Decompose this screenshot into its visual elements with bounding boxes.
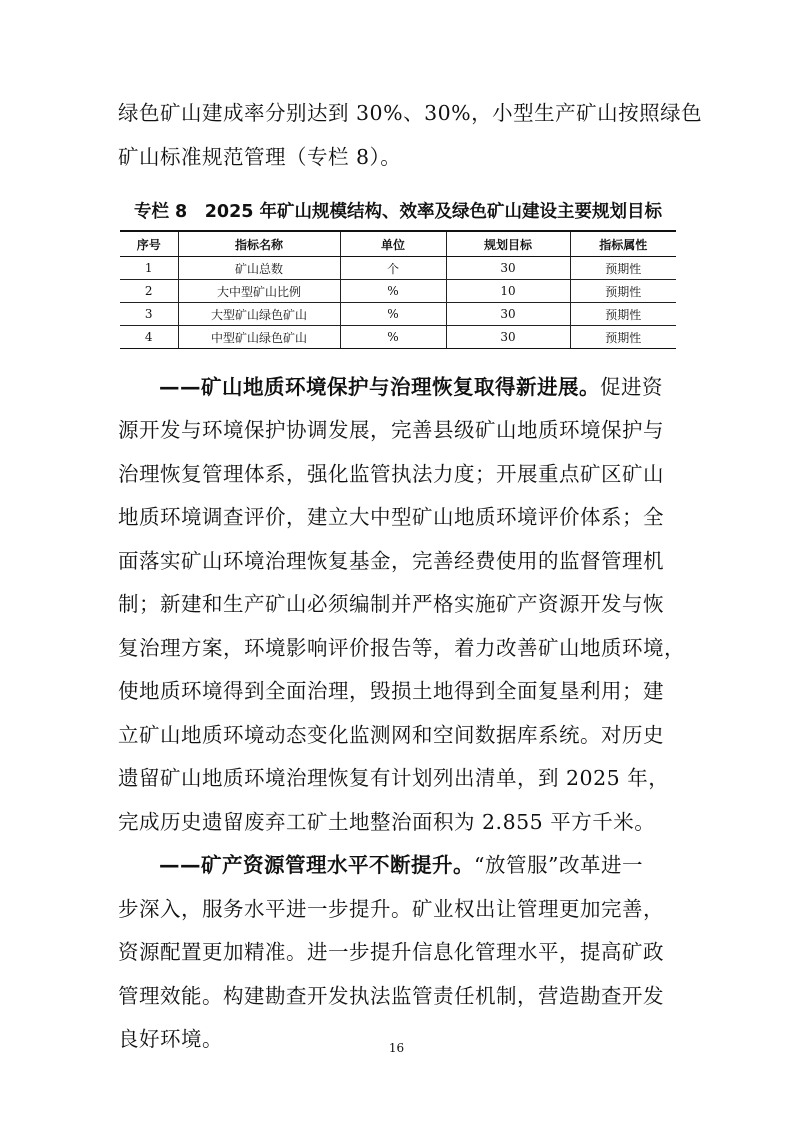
geo-line: 使地质环境得到全面治理，毁损土地得到全面复垦利用；建 [118,679,664,703]
table-cell: 大型矿山绿色矿山 [178,303,340,326]
geo-first-line-rest: 促进资 [600,375,663,399]
header-index: 序号 [120,231,178,257]
mgmt-line: 良好环境。 [118,1027,223,1051]
geo-para-first-line [159,373,679,401]
geo-line: 遗留矿山地质环境治理恢复有计划列出清单，到 2025 年， [118,766,670,790]
geo-line: 源开发与环境保护协调发展，完善县级矿山地质环境保护与 [118,418,664,442]
page-number: 16 [388,1041,405,1055]
mgmt-first-line-rest: “放管服”改革进一 [474,853,643,877]
geo-line: 复治理方案，环境影响评价报告等，着力改善矿山地质环境， [118,636,685,660]
geo-line: 地质环境调查评价，建立大中型矿山地质环境评价体系；全 [118,505,664,529]
table-caption: 专栏 8 2025 年矿山规模结构、效率及绿色矿山建设主要规划目标 [133,202,663,222]
table-cell: 10 [446,280,570,303]
intro-line-1: 绿色矿山建成率分别达到 30%、30%，小型生产矿山按照绿色 [118,101,703,125]
table-cell: 30 [446,257,570,280]
table-cell: 大中型矿山比例 [178,280,340,303]
mgmt-para-first-line [159,851,679,879]
table-cell: 4 [120,326,178,349]
geo-line: 完成历史遗留废弃工矿土地整治面积为 2.855 平方千米。 [118,810,656,834]
geo-line: 治理恢复管理体系，强化监管执法力度；开展重点矿区矿山 [118,462,664,486]
table-header-row [120,231,676,257]
table-cell: % [340,280,446,303]
geo-line: 立矿山地质环境动态变化监测网和空间数据库系统。对历史 [118,723,664,747]
geo-line: 制；新建和生产矿山必须编制并严格实施矿产资源开发与恢 [118,592,664,616]
table-cell: 预期性 [570,257,676,280]
intro-line-2: 矿山标准规范管理（专栏 8）。 [118,145,402,169]
header-unit: 单位 [340,231,446,257]
planning-targets-table [120,230,676,349]
table-cell: 30 [446,326,570,349]
table-cell: 1 [120,257,178,280]
table-cell: 预期性 [570,326,676,349]
table-cell: 2 [120,280,178,303]
header-indicator-name: 指标名称 [178,231,340,257]
table-cell: 30 [446,303,570,326]
table-cell: 个 [340,257,446,280]
mgmt-line: 步深入，服务水平进一步提升。矿业权出让管理更加完善， [118,897,664,921]
header-attribute: 指标属性 [570,231,676,257]
mgmt-line: 资源配置更加精准。进一步提升信息化管理水平，提高矿政 [118,940,664,964]
mgmt-heading: ——矿产资源管理水平不断提升。 [159,853,474,877]
table-row [120,280,676,303]
table-row [120,257,676,280]
table-cell: 中型矿山绿色矿山 [178,326,340,349]
table-cell: 预期性 [570,280,676,303]
table-row [120,326,676,349]
table-cell: 3 [120,303,178,326]
geo-line: 面落实矿山环境治理恢复基金，完善经费使用的监督管理机 [118,549,664,573]
table-cell: 矿山总数 [178,257,340,280]
table-cell: 预期性 [570,303,676,326]
geo-heading: ——矿山地质环境保护与治理恢复取得新进展。 [159,375,600,399]
table-cell: % [340,303,446,326]
header-target: 规划目标 [446,231,570,257]
table-cell: % [340,326,446,349]
mgmt-line: 管理效能。构建勘查开发执法监管责任机制，营造勘查开发 [118,984,664,1008]
table-row [120,303,676,326]
